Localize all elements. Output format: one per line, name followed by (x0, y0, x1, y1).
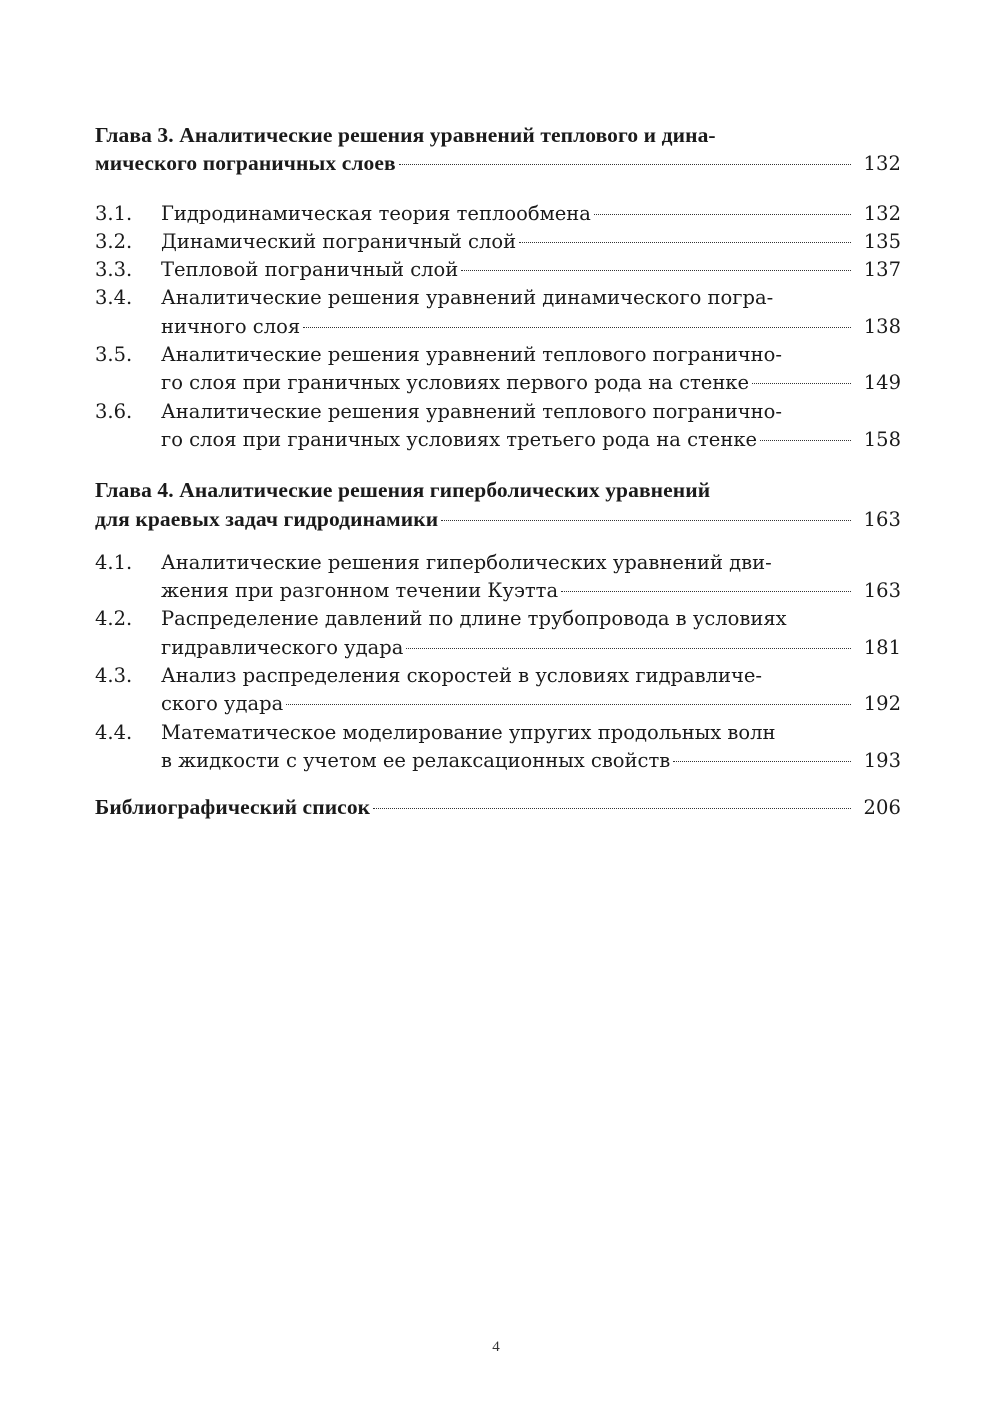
toc-item-4-3[interactable] (95, 662, 901, 719)
leader-dots (760, 440, 851, 441)
item-page: 137 (863, 258, 901, 282)
item-title-line-1: Аналитические решения уравнений теплового погранично- (161, 399, 782, 423)
item-title-line-1: Анализ распределения скоростей в условиях гидравличе- (161, 664, 763, 688)
chapter-3-heading[interactable] (95, 121, 901, 178)
toc-item-4-4[interactable] (95, 719, 901, 776)
bibliography-entry[interactable] (95, 793, 901, 821)
item-number: 4.2. (95, 607, 133, 631)
leader-dots (303, 327, 851, 328)
item-page: 193 (863, 748, 901, 772)
leader-dots (373, 808, 851, 809)
item-title-line-2: го слоя при граничных условиях первого рода на стенке (161, 371, 750, 395)
table-of-contents (95, 121, 901, 822)
item-page: 181 (863, 635, 901, 659)
item-page: 138 (863, 314, 901, 338)
item-number: 4.4. (95, 720, 133, 744)
item-number: 4.3. (95, 664, 133, 688)
page-number: 4 (492, 1339, 500, 1355)
item-number: 3.4. (95, 286, 133, 310)
item-title-line-2: го слоя при граничных условиях третьего рода на стенке (161, 427, 758, 451)
leader-dots (594, 214, 851, 215)
chapter-4-title-line-1: Глава 4. Аналитические решения гиперболических уравнений (95, 478, 711, 503)
chapter-4-heading[interactable] (95, 476, 901, 533)
chapter-4-title-text: для краевых задач гидродинамики (95, 506, 439, 531)
item-number: 4.1. (95, 550, 133, 574)
toc-item-4-1[interactable] (95, 549, 901, 606)
toc-item-3-6[interactable] (95, 398, 901, 455)
bibliography-title: Библиографический список (95, 795, 371, 820)
item-title: Тепловой пограничный слой (161, 258, 459, 282)
leader-dots (561, 591, 851, 592)
item-number: 3.1. (95, 201, 133, 225)
item-title-line-1: Аналитические решения уравнений теплового погранично- (161, 343, 782, 367)
leader-dots (406, 648, 851, 649)
item-title-line-1: Аналитические решения гиперболических уравнений дви- (161, 550, 772, 574)
toc-item-4-2[interactable] (95, 605, 901, 662)
item-title-line-1: Аналитические решения уравнений динамического погра- (161, 286, 774, 310)
item-title-line-2: ничного слоя (161, 314, 301, 338)
toc-item-3-2[interactable] (95, 228, 901, 256)
item-page: 132 (863, 201, 901, 225)
item-page: 158 (863, 427, 901, 451)
item-number: 3.5. (95, 343, 133, 367)
item-title: Динамический пограничный слой (161, 229, 517, 253)
item-title: Гидродинамическая теория теплообмена (161, 201, 591, 225)
chapter-4-title-line-2 (95, 505, 901, 533)
chapter-3-title-line-2 (95, 149, 901, 177)
item-title-line-2: жения при разгонном течении Куэтта (161, 579, 559, 603)
leader-dots (673, 761, 851, 762)
leader-dots (519, 242, 851, 243)
item-page: 163 (863, 579, 901, 603)
bibliography-page: 206 (863, 796, 901, 820)
item-title-line-1: Распределение давлений по длине трубопровода в условиях (161, 607, 787, 631)
toc-item-3-1[interactable] (95, 200, 901, 228)
item-number: 3.6. (95, 399, 133, 423)
leader-dots (441, 520, 851, 521)
toc-item-3-5[interactable] (95, 341, 901, 398)
chapter-4-page: 163 (863, 507, 901, 531)
item-title-line-2: ского удара (161, 692, 284, 716)
chapter-3-title-text: мического пограничных слоев (95, 151, 396, 176)
item-title-line-2: гидравлического удара (161, 635, 404, 659)
item-number: 3.3. (95, 258, 133, 282)
toc-item-3-4[interactable] (95, 284, 901, 341)
leader-dots (286, 704, 851, 705)
item-title-line-2: в жидкости с учетом ее релаксационных свойств (161, 748, 671, 772)
item-number: 3.2. (95, 229, 133, 253)
toc-item-3-3[interactable] (95, 256, 901, 284)
item-page: 149 (863, 371, 901, 395)
leader-dots (752, 383, 851, 384)
leader-dots (399, 164, 851, 165)
item-page: 192 (863, 692, 901, 716)
item-page: 135 (863, 229, 901, 253)
item-title-line-1: Математическое моделирование упругих продольных волн (161, 720, 776, 744)
chapter-3-title-line-1: Глава 3. Аналитические решения уравнений теплового и дина- (95, 123, 716, 147)
leader-dots (461, 270, 851, 271)
chapter-3-page: 132 (863, 152, 901, 176)
